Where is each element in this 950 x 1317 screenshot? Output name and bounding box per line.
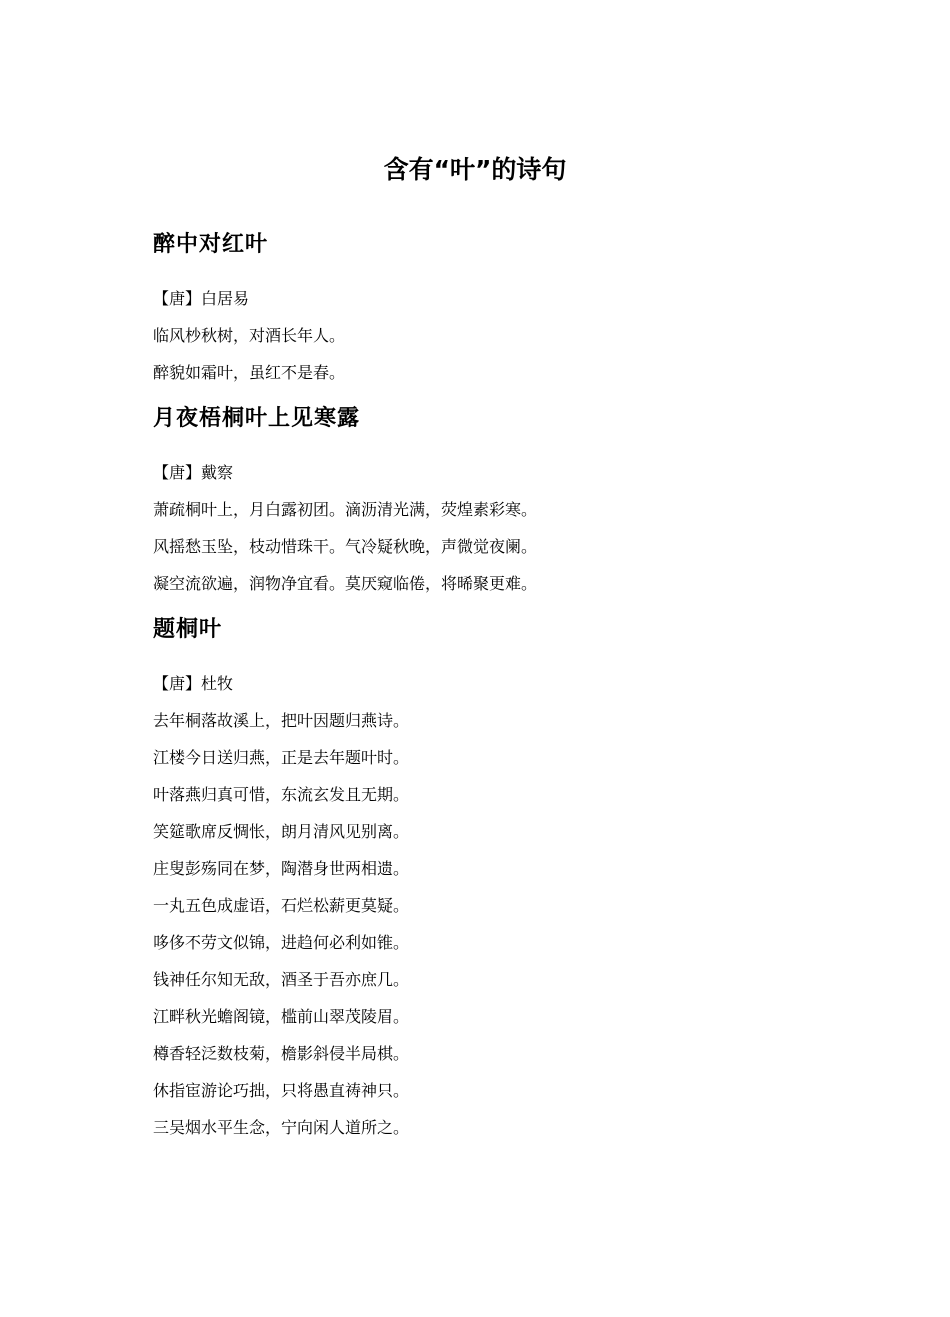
- poem-line: 去年桐落故溪上，把叶因题归燕诗。: [153, 711, 410, 730]
- poem-line: 庄叟彭殇同在梦，陶潜身世两相遗。: [153, 859, 410, 878]
- poem-line: 哆侈不劳文似锦，进趋何必利如锥。: [153, 933, 410, 952]
- poem-section: [153, 402, 833, 602]
- poem-title: 醉中对红叶: [153, 232, 269, 257]
- poem-section: [153, 228, 833, 391]
- poem-line: 凝空流欲遍，润物净宜看。莫厌窥临倦，将晞聚更难。: [153, 574, 538, 593]
- poem-author: 【唐】杜牧: [153, 674, 234, 693]
- poem-author: 【唐】白居易: [153, 289, 250, 308]
- document-title: 含有“叶”的诗句: [383, 155, 567, 184]
- poem-section: [153, 613, 833, 1146]
- poem-line: 一丸五色成虚语，石烂松薪更莫疑。: [153, 896, 410, 915]
- poem-line: 三吴烟水平生念，宁向闲人道所之。: [153, 1118, 410, 1137]
- poem-line: 钱神任尔知无敌，酒圣于吾亦庶几。: [153, 970, 410, 989]
- poem-line: 萧疏桐叶上，月白露初团。滴沥清光满，荧煌素彩寒。: [153, 500, 538, 519]
- poem-list: [153, 228, 833, 1146]
- poem-line: 休指宦游论巧拙，只将愚直祷神只。: [153, 1081, 410, 1100]
- poem-line: 江楼今日送归燕，正是去年题叶时。: [153, 748, 410, 767]
- poem-line: 江畔秋光蟾阁镜，槛前山翠茂陵眉。: [153, 1007, 410, 1026]
- poem-title: 题桐叶: [153, 617, 223, 642]
- poem-line: 风摇愁玉坠，枝动惜珠干。气冷疑秋晚，声微觉夜阑。: [153, 537, 538, 556]
- poem-line: 醉貌如霜叶，虽红不是春。: [153, 363, 346, 382]
- poem-line: 叶落燕归真可惜，东流玄发且无期。: [153, 785, 410, 804]
- poem-author: 【唐】戴察: [153, 463, 234, 482]
- poem-title: 月夜梧桐叶上见寒露: [153, 406, 361, 431]
- poem-line: 笑筵歌席反惆怅，朗月清风见别离。: [153, 822, 410, 841]
- poem-line: 樽香轻泛数枝菊，檐影斜侵半局棋。: [153, 1044, 410, 1063]
- poem-line: 临风杪秋树，对酒长年人。: [153, 326, 346, 345]
